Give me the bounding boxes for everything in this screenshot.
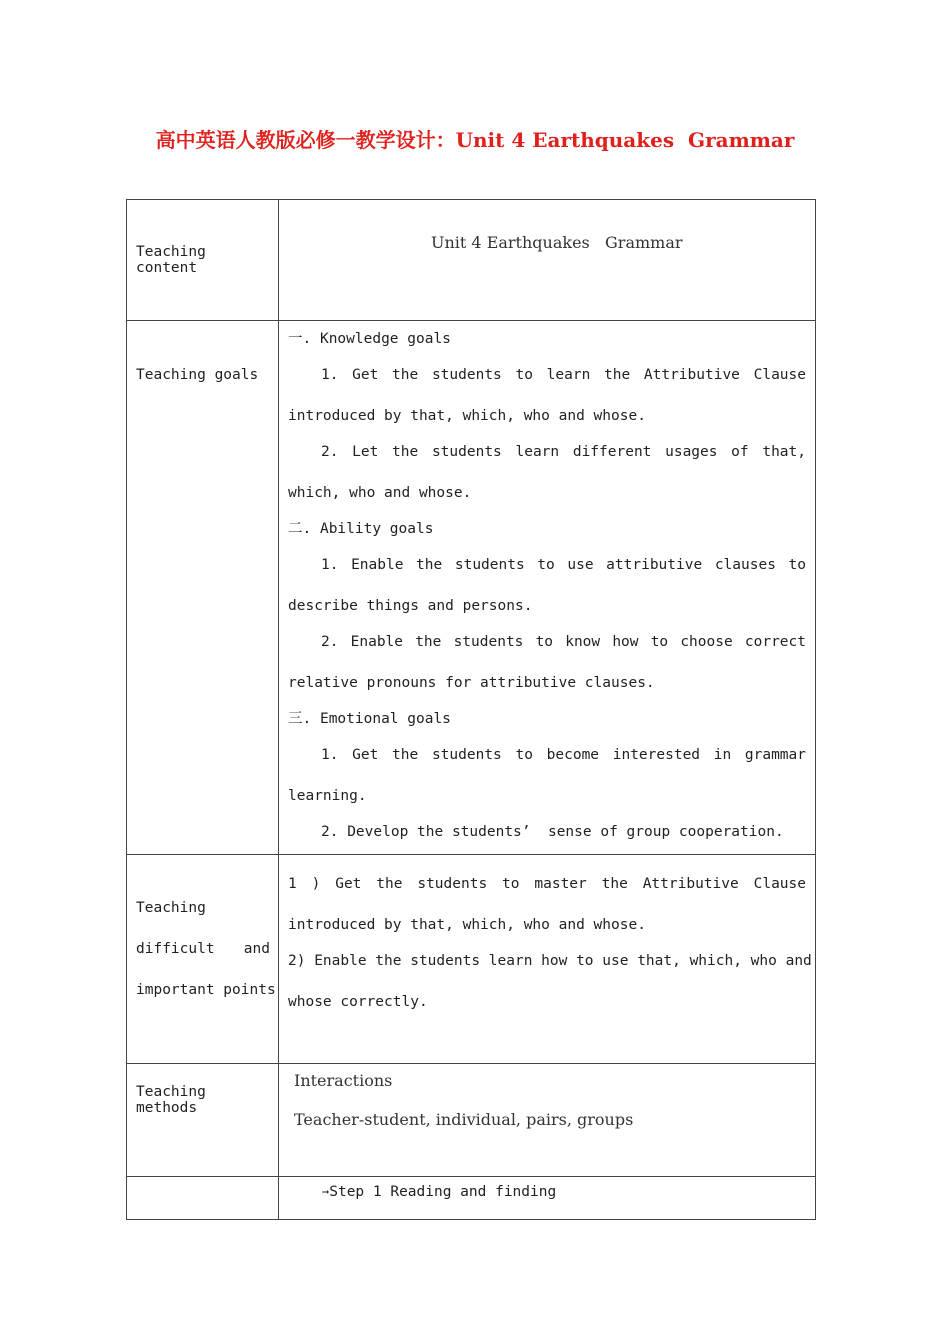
point-1-line-1: 1 ) Get the students to master the Attributive Clause [288, 876, 806, 892]
emotional-goals-heading: 三. Emotional goals [288, 711, 451, 727]
teaching-points-label-cell [127, 855, 279, 1064]
knowledge-goals-heading: 一. Knowledge goals [288, 331, 451, 347]
teaching-content-label-cell [127, 200, 279, 321]
point-2-line-2: whose correctly. [288, 994, 428, 1010]
teaching-methods-label: Teaching methods [136, 1084, 206, 1116]
arrow-icon: ➞ [322, 1185, 330, 1199]
lesson-plan-table [126, 199, 816, 1220]
ability-goal-1-line-2: describe things and persons. [288, 598, 533, 614]
ability-goal-2-line-2: relative pronouns for attributive clauses. [288, 675, 655, 691]
teaching-points-label-line-1: Teaching [136, 900, 206, 916]
teaching-methods-label-cell [127, 1064, 279, 1177]
teaching-goals-content-cell [279, 321, 816, 855]
knowledge-goal-1-line-1: 1. Get the students to learn the Attributive Clause [321, 367, 806, 383]
step-label-cell [127, 1177, 279, 1220]
emotional-goal-1-line-2: learning. [288, 788, 367, 804]
teaching-goals-label-cell [127, 321, 279, 855]
teaching-points-content-cell [279, 855, 816, 1064]
teaching-goals-row [127, 321, 816, 855]
knowledge-goal-2-line-1: 2. Let the students learn different usages of that, [321, 444, 806, 460]
teaching-content-value-cell [279, 200, 816, 321]
teaching-content-label: Teaching content [136, 244, 206, 276]
document-title: 高中英语人教版必修一教学设计：Unit 4 Earthquakes Grammar [155, 128, 795, 152]
teaching-content-value: Unit 4 Earthquakes Grammar [431, 233, 683, 252]
ability-goal-2-line-1: 2. Enable the students to know how to choose correct [321, 634, 806, 650]
step-1-text: Step 1 Reading and finding [329, 1184, 557, 1200]
ability-goals-heading: 二. Ability goals [288, 521, 434, 537]
knowledge-goal-2-line-2: which, who and whose. [288, 485, 472, 501]
teaching-methods-row [127, 1064, 816, 1177]
teaching-points-label-line-2: difficult and [136, 941, 270, 957]
teaching-points-row [127, 855, 816, 1064]
knowledge-goal-1-line-2: introduced by that, which, who and whose. [288, 408, 646, 424]
step-content-cell [279, 1177, 816, 1220]
point-2-line-1: 2) Enable the students learn how to use that, which, who and [288, 953, 812, 969]
teaching-methods-content-cell [279, 1064, 816, 1177]
teaching-points-label-line-3: important points [136, 982, 276, 998]
teaching-goals-label: Teaching goals [136, 367, 259, 383]
teaching-content-row [127, 200, 816, 321]
emotional-goal-1-line-1: 1. Get the students to become interested in grammar [321, 747, 806, 763]
methods-line-2: Teacher-student, individual, pairs, groups [294, 1110, 634, 1129]
point-1-line-2: introduced by that, which, who and whose. [288, 917, 646, 933]
ability-goal-1-line-1: 1. Enable the students to use attributive clauses to [321, 557, 806, 573]
emotional-goal-2: 2. Develop the students’ sense of group cooperation. [321, 824, 784, 840]
methods-line-1: Interactions [294, 1071, 393, 1090]
step-row [127, 1177, 816, 1220]
